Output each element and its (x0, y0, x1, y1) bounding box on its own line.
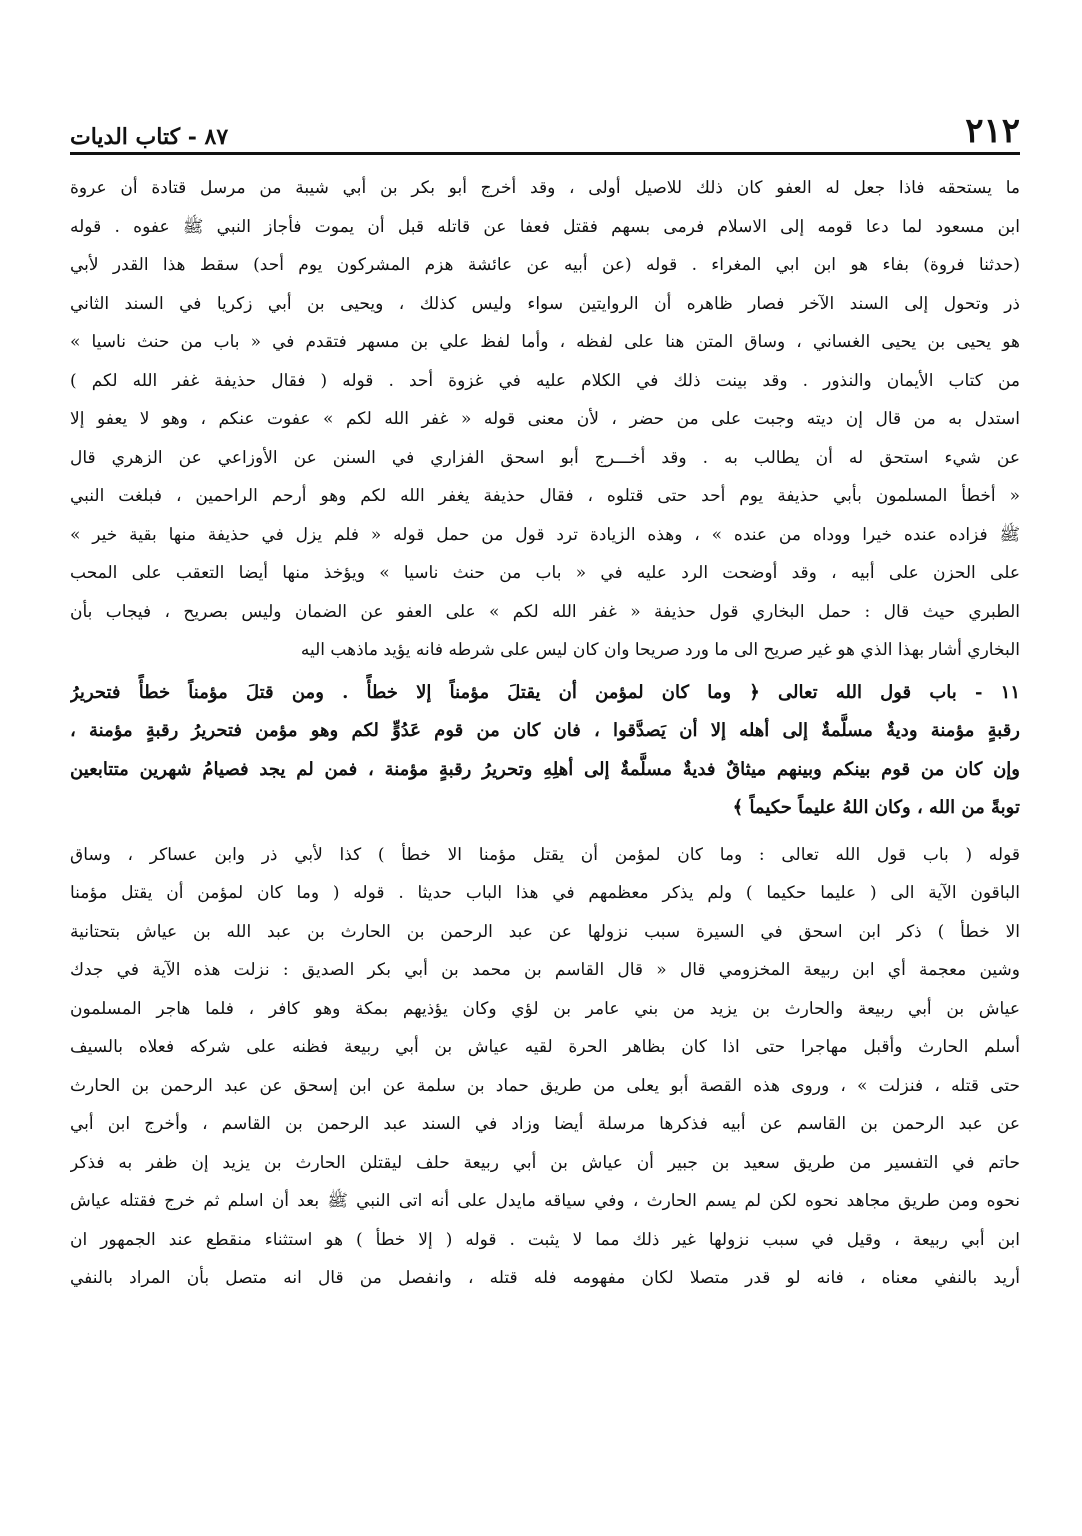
text-line: حتى قتله ، فنزلت » ، وروى هذه القصة أبو يعلى من طريق حماد بن سلمة عن ابن إسحق عن عبد الرحمن بن الحارث (70, 1075, 1020, 1096)
text-line: الطبري حيث قال : حمل البخاري قول حذيفة « غفر الله لكم » على العفو عن الضمان وليس بصريح ، فيجاب بأن (70, 601, 1020, 622)
text-line: قوله ( باب قول الله تعالى : وما كان لمؤمن أن يقتل مؤمنا الا خطأ ) كذا لأبي ذر وابن عساكر ، وساق (70, 844, 1020, 865)
text-line: عياش بن أبي ربيعة والحارث بن يزيد من بني عامر بن لؤي وكان يؤذيهم بمكة وهو كافر ، فلما هاجر المسلمون (70, 998, 1020, 1019)
text-line: استدل به من قال إن ديته وجبت على من حضر ، لأن معنى قوله « غفر الله لكم » عفوت عنكم ، وهو لا يعفو إلا (70, 409, 1020, 429)
verse-line: ١١ - باب قول الله تعالى ﴿ وما كان لمؤمن أن يقتلَ مؤمناً إلا خطأً . ومن قتلَ مؤمناً خطأً فتحريرُ (70, 681, 1020, 703)
text-line: « أخطأ المسلمون بأبي حذيفة يوم أحد حتى قتلوه ، فقال حذيفة يغفر الله لكم وهو أرحم الراحمين ، فبلغت النبي (70, 486, 1020, 506)
text-line: أريد بالنفي معناه ، فانه لو قدر متصلا لكان مفهومه فله قتله ، وانفصل من قال انه متصل بأن المراد بالنفي (70, 1268, 1020, 1288)
verse-line: وإن كان من قوم بينكم وبينهم ميثاقٌ فديةٌ مسلَّمةٌ إلى أهلِهِ وتحريرُ رقبةٍ مؤمنة ، فمن لم يجد فصيامُ شهرين متتابعين (70, 758, 1020, 780)
text-line: ما يستحقه فاذا جعل له العفو كان ذلك للاصيل أولى ، وقد أخرج أبو بكر بن أبي شيبة من مرسل قتادة أن عروة (70, 178, 1020, 198)
page-header (70, 100, 1020, 155)
text-line: ﷺ فزاده عنده خيرا ووداه من عنده » ، وهذه الزيادة ترد قول من حمل قوله « فلم يزل في حذيفة منها بقية خير » (70, 524, 1020, 545)
text-line: أسلم الحارث وأقبل مهاجرا حتى اذا كان بظاهر الحرة لقيه عياش بن أبي ربيعة فظنه على شركه فعلاه بالسيف (70, 1037, 1020, 1057)
text-line: ذر وتحول إلى السند الآخر فصار ظاهره أن الروايتين سواء وليس كذلك ، ويحيى بن أبي زكريا في السند الثاني (70, 293, 1020, 314)
text-line: من كتاب الأيمان والنذور . وقد بينت ذلك في الكلام عليه في غزوة أحد . قوله ( فقال حذيفة غفر الله لكم ) (70, 370, 1020, 391)
text-line: حاتم في التفسير من طريق سعيد بن جبير أن عياش بن أبي ربيعة حلف ليقتلن الحارث بن يزيد إن ظفر به فذكر (70, 1152, 1020, 1173)
commentary-section-2 (70, 836, 1020, 1298)
document-page (70, 100, 1020, 1510)
text-line: الا خطأ ) ذكر ابن اسحق في السيرة سبب نزولها عن عبد الرحمن بن الحارث بن عبد الله بن عياش بتحتانية (70, 921, 1020, 942)
text-line: عن شيء استحق له أن يطالب به . وقد أخـــرج أبو اسحق الفزاري في السنن عن الأوزاعي عن الزهري قال (70, 447, 1020, 468)
text-line: البخاري أشار بهذا الذي هو غير صريح الى ما ورد صريحا وان كان ليس على شرطه فانه يؤيد ماذهب اليه (300, 640, 1020, 660)
running-head: ٨٧ - كتاب الديات (70, 124, 229, 150)
text-line: ابن مسعود لما دعا قومه إلى الاسلام فرمى بسهم فقتل فعفا عن قاتله قبل أن يموت فأجاز النبي ﷺ عفوه . قوله (70, 216, 1020, 237)
verse-line: رقبةٍ مؤمنة وديةٌ مسلَّمةٌ إلى أهله إلا أن يَصدَّقوا ، فان كان من قوم عَدُوٍّ لكم وهو مؤمن فتحريرُ رقبةٍ مؤمنة ، (70, 720, 1020, 741)
verse-line: توبةً من الله ، وكان اللهُ عليماً حكيماً ﴾ (732, 797, 1020, 818)
commentary-section-1 (70, 169, 1020, 670)
text-line: على الحزن على أبيه ، وقد أوضحت الرد عليه في « باب من حنث ناسيا » ويؤخذ منها أيضا التعقب على المحب (70, 563, 1020, 583)
text-line: هو يحيى بن يحيى الغساني ، وساق المتن هنا على لفظه ، وأما لفظ علي بن مسهر فتقدم في « باب من حنث ناسيا » (70, 332, 1020, 352)
text-line: (حدثنا فروة) بفاء هو ابن ابي المغراء . قوله (عن أبيه عن عائشة هزم المشركون يوم أحد) سقط هذا القدر لأبي (70, 255, 1020, 275)
text-line: وشين معجمة أي ابن ربيعة المخزومي قال « قال القاسم بن محمد بن أبي بكر الصديق : نزلت هذه الآية في جدك (70, 960, 1020, 980)
page-body (70, 169, 1020, 1298)
text-line: الباقون الآية الى ( عليما حكيما ) ولم يذكر معظمهم في هذا الباب حديثا . قوله ( وما كان لمؤمن أن يقتل مؤمنا (70, 883, 1020, 903)
chapter-heading-verse (70, 674, 1020, 828)
text-line: نحوه ومن طريق مجاهد نحوه لكن لم يسم الحارث ، وفي سياقه مايدل على أنه اتى النبي ﷺ بعد أن اسلم ثم خرج فقتله عياش (70, 1191, 1020, 1211)
text-line: ابن أبي ربيعة ، وقيل في سبب نزولها غير ذلك مما لا يثبت . قوله ( إلا خطأ ) هو استثناء منقطع عند الجمهور ان (70, 1229, 1020, 1250)
page-number: ٢١٢ (965, 111, 1020, 151)
text-line: عن عبد الرحمن بن القاسم عن أبيه فذكرها مرسلة أيضا وزاد في السند عبد الرحمن بن القاسم ، وأخرج ابن أبي (70, 1114, 1020, 1134)
